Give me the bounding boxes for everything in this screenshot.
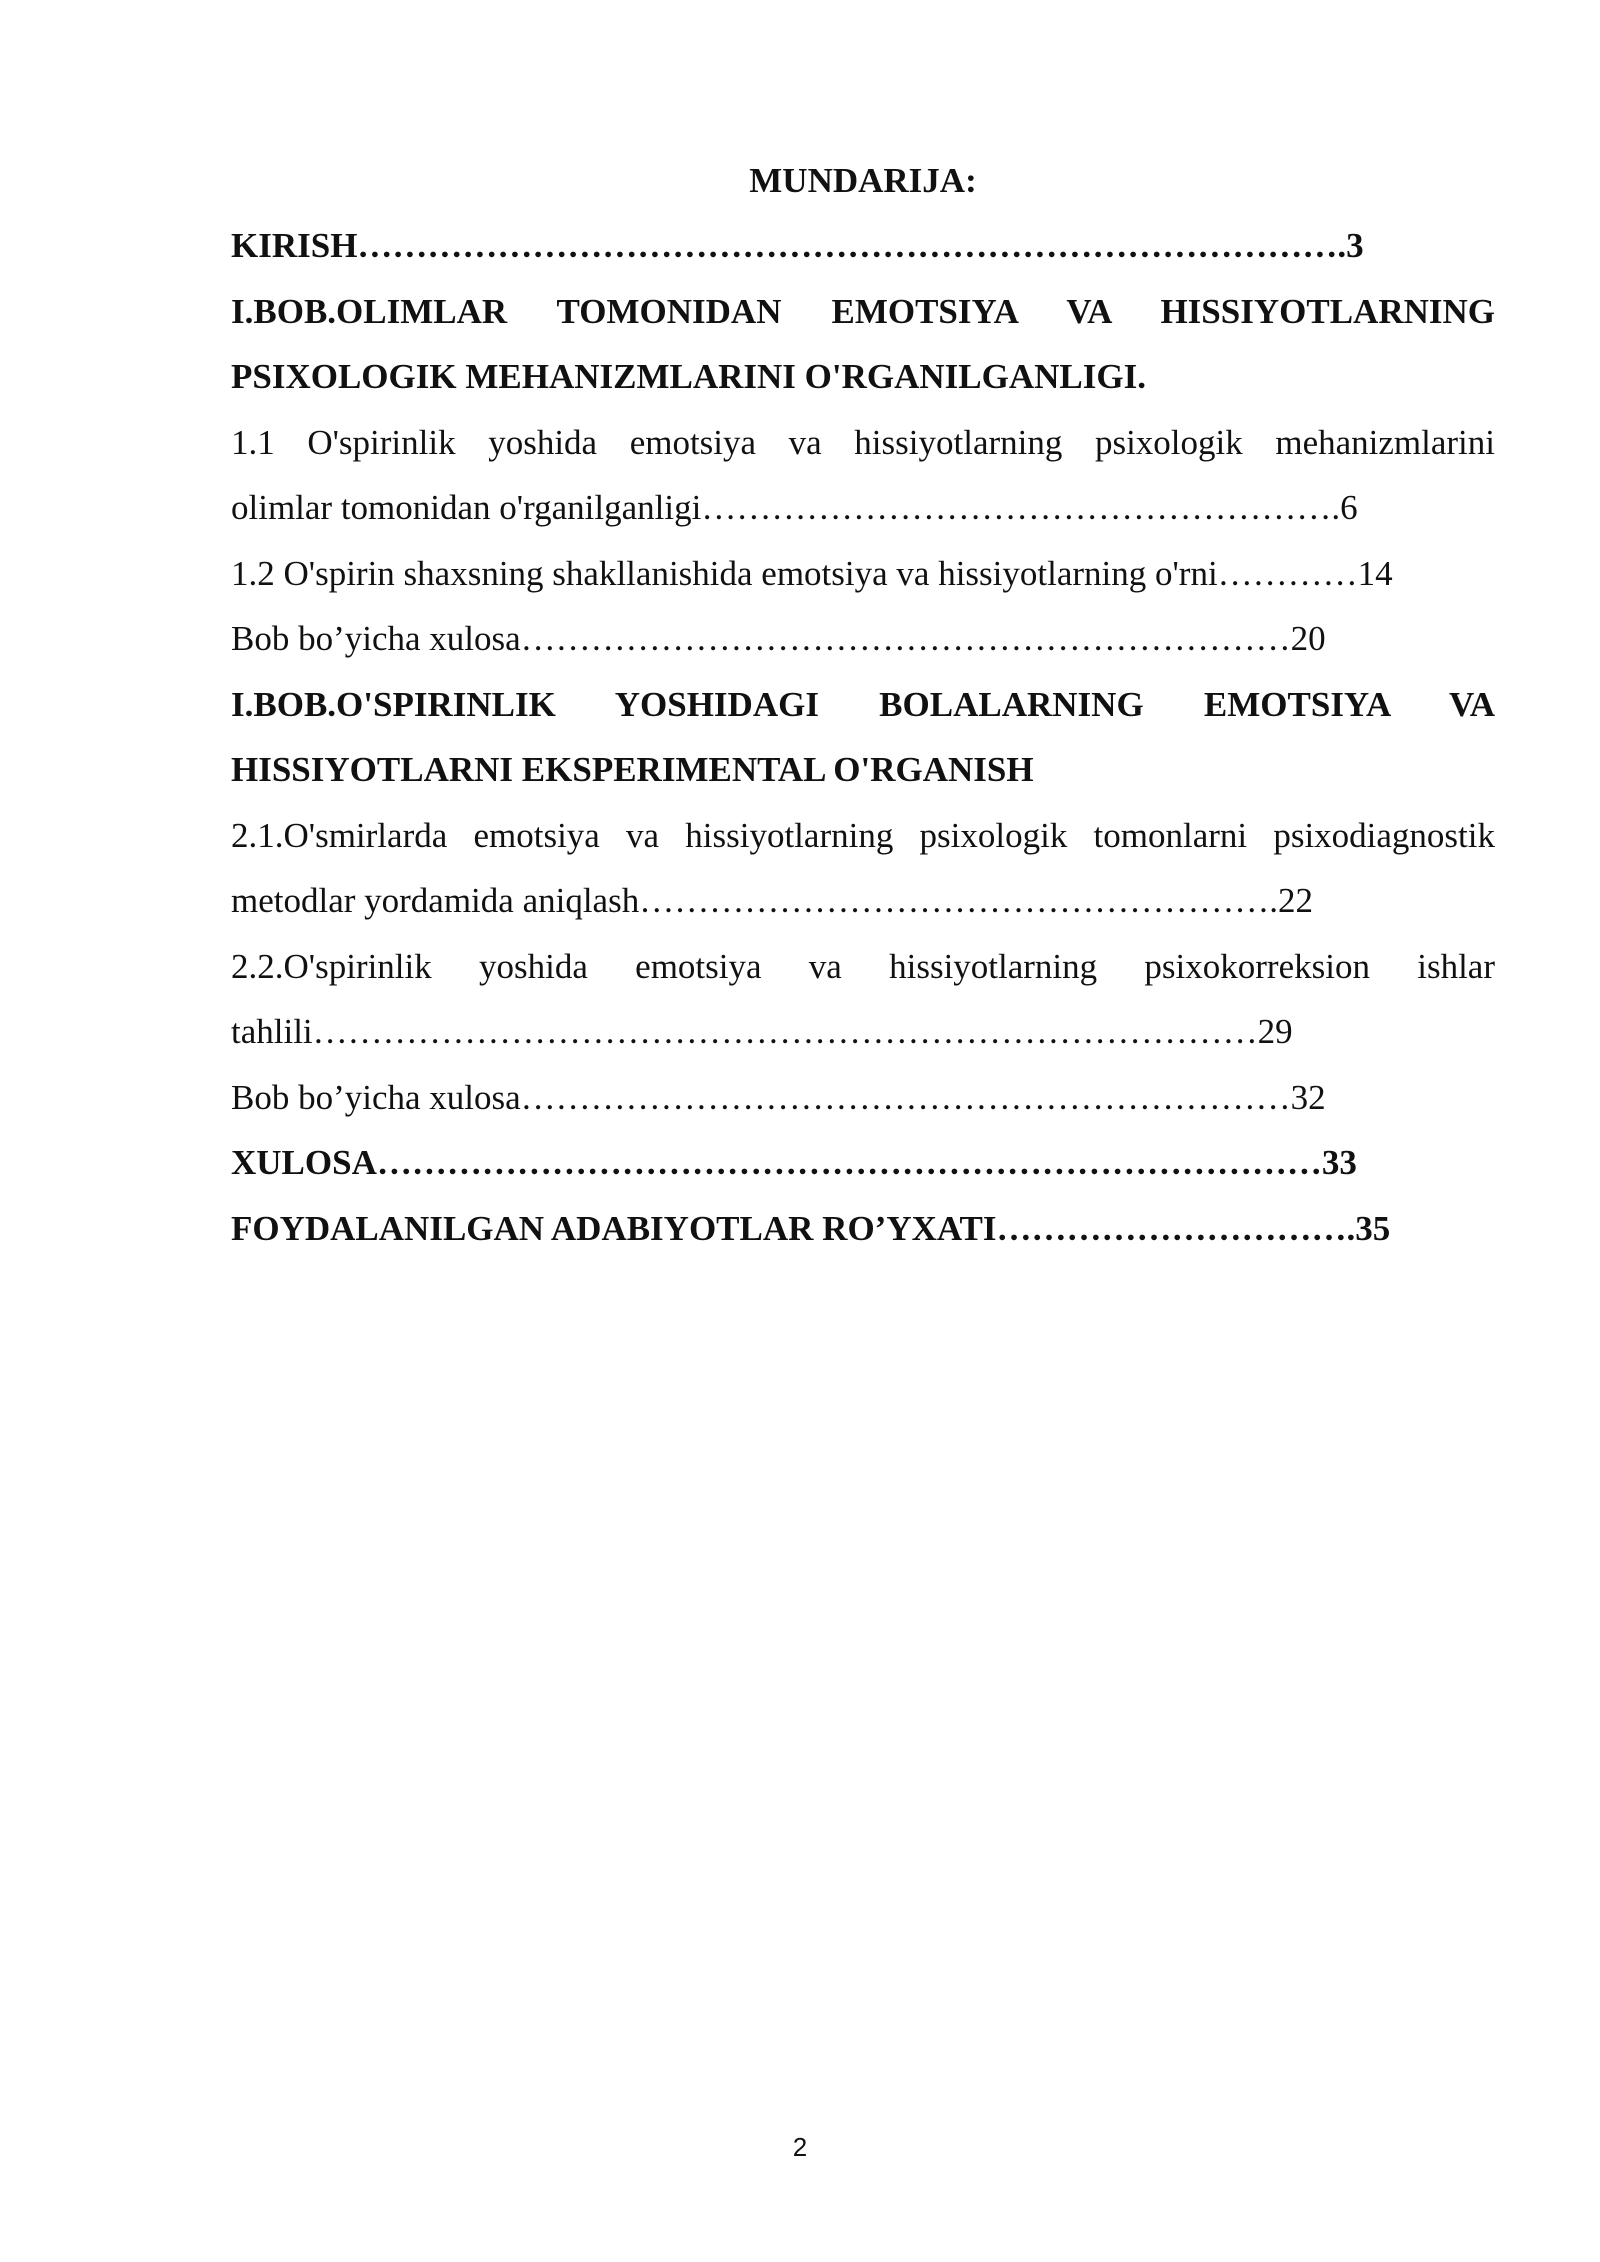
toc-entry-line: PSIXOLOGIK MEHANIZMLARINI O'RGANILGANLIGI. [231,357,1146,396]
page-number: 2 [792,2132,808,2162]
toc-title: MUNDARIJA: [749,161,977,200]
toc-entry-line: metodlar yordamida aniqlash……………………………………………….22 [231,881,1313,920]
toc-entry-line: olimlar tomonidan o'rganilganligi……………………………………………….6 [231,488,1358,527]
toc-entry-introduction [231,213,1495,279]
toc-entry-line: HISSIYOTLARNI EKSPERIMENTAL O'RGANISH [231,750,1034,789]
toc-entry-line: 2.2.O'spirinlik yoshida emotsiya va hissiyotlarning psixokorreksion ishlar [231,946,1495,986]
table-of-contents [231,148,1495,1261]
toc-entry-line: 1.1 O'spirinlik yoshida emotsiya va hissiyotlarning psixologik mehanizmlarini [231,422,1495,462]
toc-entry-section-2-2 [231,934,1495,1065]
toc-entry-references [231,1196,1495,1262]
toc-entry-line: XULOSA………………………………………………………………………33 [231,1143,1357,1182]
toc-entry-chapter-1 [231,279,1495,410]
toc-entry-line: tahlili………………………………………………………………………29 [231,1012,1293,1051]
toc-entry-section-2-1 [231,803,1495,934]
toc-entry-chapter-1-conclusion [231,606,1495,672]
toc-entry-section-1-2 [231,541,1495,607]
toc-entry-line: 1.2 O'spirin shaxsning shakllanishida emotsiya va hissiyotlarning o'rni…………14 [231,553,1393,593]
toc-entry-line: I.BOB.O'SPIRINLIK YOSHIDAGI BOLALARNING EMOTSIYA VA [231,684,1495,724]
toc-entry-chapter-2 [231,672,1495,803]
toc-entry-line: Bob bo’yicha xulosa…………………………………………………………32 [231,1077,1326,1117]
toc-entry-line: 2.1.O'smirlarda emotsiya va hissiyotlarning psixologik tomonlarni psixodiagnostik [231,815,1495,855]
toc-entry-conclusion [231,1130,1495,1196]
toc-entry-chapter-2-conclusion [231,1065,1495,1131]
toc-entry-line: FOYDALANILGAN ADABIYOTLAR RO’YXATI………………………….35 [231,1208,1391,1248]
toc-entry-line: KIRISH………………………………………………………………………….3 [231,226,1364,265]
toc-entry-line: Bob bo’yicha xulosa…………………………………………………………20 [231,619,1326,658]
toc-entry-section-1-1 [231,410,1495,541]
toc-entry-line: I.BOB.OLIMLAR TOMONIDAN EMOTSIYA VA HISSIYOTLARNING [231,291,1495,331]
